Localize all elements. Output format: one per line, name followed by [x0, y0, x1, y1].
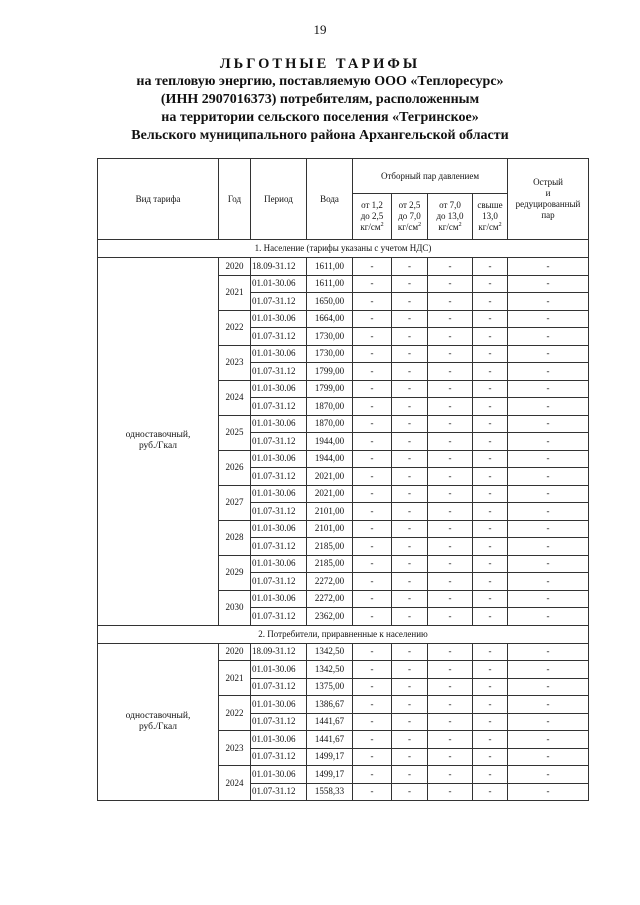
water-tariff-cell: 1611,00 [307, 275, 353, 293]
dash-cell: - [508, 258, 589, 276]
dash-cell: - [473, 748, 508, 766]
period-cell: 01.01-30.06 [251, 555, 307, 573]
water-tariff-cell: 1499,17 [307, 766, 353, 784]
dash-cell: - [392, 503, 428, 521]
period-cell: 01.01-30.06 [251, 731, 307, 749]
table-row [98, 258, 589, 276]
p3-unit: кг/см [438, 222, 459, 232]
dash-cell: - [392, 345, 428, 363]
dash-cell: - [508, 731, 589, 749]
dash-cell: - [353, 748, 392, 766]
year-cell: 2028 [219, 520, 251, 555]
water-tariff-cell: 2272,00 [307, 573, 353, 591]
section-title: 1. Население (тарифы указаны с учетом НДС) [98, 240, 589, 258]
dash-cell: - [473, 363, 508, 381]
year-cell: 2022 [219, 310, 251, 345]
dash-cell: - [353, 766, 392, 784]
dash-cell: - [353, 783, 392, 801]
dash-cell: - [473, 398, 508, 416]
period-cell: 01.07-31.12 [251, 748, 307, 766]
dash-cell: - [353, 468, 392, 486]
water-tariff-cell: 2021,00 [307, 468, 353, 486]
dash-cell: - [428, 555, 473, 573]
dash-cell: - [473, 783, 508, 801]
dash-cell: - [473, 258, 508, 276]
table-header [98, 159, 589, 240]
header-pressure-1 [353, 194, 392, 240]
period-cell: 01.01-30.06 [251, 380, 307, 398]
dash-cell: - [353, 485, 392, 503]
ostryi-line-1: Острый [533, 177, 563, 187]
dash-cell: - [428, 661, 473, 679]
water-tariff-cell: 1944,00 [307, 450, 353, 468]
dash-cell: - [473, 573, 508, 591]
dash-cell: - [353, 310, 392, 328]
water-tariff-cell: 1342,50 [307, 643, 353, 661]
dash-cell: - [473, 503, 508, 521]
water-tariff-cell: 1664,00 [307, 310, 353, 328]
page-number: 19 [313, 22, 327, 37]
header-pressure-4 [473, 194, 508, 240]
water-tariff-cell: 2185,00 [307, 538, 353, 556]
dash-cell: - [428, 380, 473, 398]
dash-cell: - [508, 643, 589, 661]
period-cell: 01.01-30.06 [251, 661, 307, 679]
dash-cell: - [353, 520, 392, 538]
water-tariff-cell: 2021,00 [307, 485, 353, 503]
header-period: Период [251, 159, 307, 240]
period-cell: 01.01-30.06 [251, 345, 307, 363]
period-cell: 18.09-31.12 [251, 643, 307, 661]
period-cell: 01.07-31.12 [251, 328, 307, 346]
year-cell: 2025 [219, 415, 251, 450]
dash-cell: - [428, 731, 473, 749]
dash-cell: - [353, 345, 392, 363]
dash-cell: - [428, 766, 473, 784]
dash-cell: - [508, 363, 589, 381]
dash-cell: - [428, 450, 473, 468]
dash-cell: - [473, 345, 508, 363]
dash-cell: - [508, 293, 589, 311]
dash-cell: - [508, 678, 589, 696]
dash-cell: - [428, 573, 473, 591]
p2-line-3 [394, 222, 425, 233]
dash-cell: - [392, 433, 428, 451]
year-cell: 2029 [219, 555, 251, 590]
dash-cell: - [353, 731, 392, 749]
water-tariff-cell: 1499,17 [307, 748, 353, 766]
dash-cell: - [428, 275, 473, 293]
period-cell: 18.09-31.12 [251, 258, 307, 276]
dash-cell: - [392, 363, 428, 381]
dash-cell: - [353, 573, 392, 591]
dash-cell: - [353, 275, 392, 293]
tariff-table [97, 158, 589, 801]
dash-cell: - [353, 538, 392, 556]
tariff-type-cell [98, 643, 219, 801]
header-ostryi-par [508, 159, 589, 240]
dash-cell: - [392, 328, 428, 346]
dash-cell: - [508, 555, 589, 573]
dash-cell: - [392, 590, 428, 608]
p2-line-1: от 2,5 [398, 200, 421, 210]
water-tariff-cell: 2362,00 [307, 608, 353, 626]
dash-cell: - [508, 608, 589, 626]
header-pressure-3 [428, 194, 473, 240]
dash-cell: - [428, 696, 473, 714]
dash-cell: - [508, 573, 589, 591]
p1-unit-sup: 2 [380, 222, 384, 228]
dash-cell: - [473, 538, 508, 556]
dash-cell: - [353, 380, 392, 398]
water-tariff-cell: 1870,00 [307, 415, 353, 433]
dash-cell: - [508, 696, 589, 714]
period-cell: 01.07-31.12 [251, 573, 307, 591]
dash-cell: - [473, 310, 508, 328]
p1-unit: кг/см [360, 222, 381, 232]
header-vid-tarifa: Вид тарифа [98, 159, 219, 240]
dash-cell: - [473, 731, 508, 749]
water-tariff-cell: 1386,67 [307, 696, 353, 714]
water-tariff-cell: 1441,67 [307, 731, 353, 749]
dash-cell: - [473, 608, 508, 626]
dash-cell: - [392, 573, 428, 591]
p2-unit: кг/см [397, 222, 419, 232]
dash-cell: - [353, 661, 392, 679]
water-tariff-cell: 1730,00 [307, 328, 353, 346]
dash-cell: - [353, 258, 392, 276]
dash-cell: - [428, 345, 473, 363]
period-cell: 01.07-31.12 [251, 468, 307, 486]
dash-cell: - [473, 433, 508, 451]
title-line-3: (ИНН 2907016373) потребителям, расположенным [160, 92, 480, 107]
period-cell: 01.07-31.12 [251, 398, 307, 416]
ostryi-line-3: редуцированный [515, 199, 581, 209]
dash-cell: - [508, 766, 589, 784]
dash-cell: - [428, 503, 473, 521]
section-row [98, 240, 589, 258]
p4-unit-sup: 2 [498, 222, 502, 228]
dash-cell: - [353, 713, 392, 731]
dash-cell: - [508, 590, 589, 608]
year-cell: 2024 [219, 766, 251, 801]
section-row [98, 625, 589, 643]
dash-cell: - [508, 398, 589, 416]
tariff-type-line-1: одноставочный, [125, 430, 191, 441]
water-tariff-cell: 1730,00 [307, 345, 353, 363]
dash-cell: - [392, 555, 428, 573]
dash-cell: - [473, 380, 508, 398]
period-cell: 01.07-31.12 [251, 363, 307, 381]
water-tariff-cell: 1799,00 [307, 363, 353, 381]
p2-line-2: до 7,0 [398, 211, 421, 221]
p2-unit-sup: 2 [418, 222, 422, 228]
dash-cell: - [353, 503, 392, 521]
dash-cell: - [508, 520, 589, 538]
dash-cell: - [428, 608, 473, 626]
dash-cell: - [473, 415, 508, 433]
dash-cell: - [428, 258, 473, 276]
p3-unit-sup: 2 [458, 222, 462, 228]
title-line-4: на территории сельского поселения «Тегринское» [161, 110, 479, 125]
dash-cell: - [392, 608, 428, 626]
water-tariff-cell: 2185,00 [307, 555, 353, 573]
dash-cell: - [428, 468, 473, 486]
dash-cell: - [353, 363, 392, 381]
dash-cell: - [508, 713, 589, 731]
period-cell: 01.07-31.12 [251, 503, 307, 521]
dash-cell: - [392, 731, 428, 749]
year-cell: 2021 [219, 661, 251, 696]
ostryi-line-4: пар [541, 210, 555, 220]
tariff-type-line-1: одноставочный, [125, 710, 191, 721]
period-cell: 01.01-30.06 [251, 310, 307, 328]
dash-cell: - [508, 328, 589, 346]
dash-cell: - [473, 275, 508, 293]
tariff-type-cell [98, 258, 219, 626]
dash-cell: - [392, 538, 428, 556]
year-cell: 2030 [219, 590, 251, 625]
water-tariff-cell: 2101,00 [307, 503, 353, 521]
dash-cell: - [392, 643, 428, 661]
dash-cell: - [392, 415, 428, 433]
dash-cell: - [353, 450, 392, 468]
dash-cell: - [428, 783, 473, 801]
year-cell: 2023 [219, 731, 251, 766]
year-cell: 2021 [219, 275, 251, 310]
tariff-type-line-2: руб./Гкал [138, 441, 178, 452]
dash-cell: - [392, 661, 428, 679]
year-cell: 2023 [219, 345, 251, 380]
dash-cell: - [392, 783, 428, 801]
dash-cell: - [508, 485, 589, 503]
title-line-1: ЛЬГОТНЫЕ ТАРИФЫ [219, 56, 421, 72]
tariff-type-line-2: руб./Гкал [138, 721, 178, 732]
dash-cell: - [392, 398, 428, 416]
header-otbornyi-par: Отборный пар давлением [353, 159, 508, 194]
dash-cell: - [428, 713, 473, 731]
dash-cell: - [473, 590, 508, 608]
dash-cell: - [508, 661, 589, 679]
dash-cell: - [353, 678, 392, 696]
year-cell: 2020 [219, 258, 251, 276]
period-cell: 01.07-31.12 [251, 678, 307, 696]
table-body [98, 240, 589, 801]
p1-line-3 [355, 222, 389, 233]
dash-cell: - [428, 520, 473, 538]
header-voda: Вода [307, 159, 353, 240]
year-cell: 2027 [219, 485, 251, 520]
p4-unit: кг/см [478, 222, 499, 232]
dash-cell: - [473, 713, 508, 731]
document-title [0, 55, 640, 145]
dash-cell: - [353, 555, 392, 573]
dash-cell: - [428, 398, 473, 416]
dash-cell: - [428, 643, 473, 661]
dash-cell: - [392, 275, 428, 293]
dash-cell: - [428, 678, 473, 696]
p4-line-1: свыше [477, 200, 503, 210]
dash-cell: - [508, 503, 589, 521]
dash-cell: - [392, 485, 428, 503]
period-cell: 01.07-31.12 [251, 713, 307, 731]
dash-cell: - [353, 590, 392, 608]
dash-cell: - [428, 433, 473, 451]
title-line-2: на тепловую энергию, поставляемую ООО «Теплоресурс» [136, 74, 504, 89]
dash-cell: - [473, 643, 508, 661]
water-tariff-cell: 1650,00 [307, 293, 353, 311]
dash-cell: - [392, 713, 428, 731]
dash-cell: - [508, 748, 589, 766]
dash-cell: - [353, 643, 392, 661]
table-row [98, 643, 589, 661]
period-cell: 01.01-30.06 [251, 275, 307, 293]
p4-line-3 [475, 222, 505, 233]
year-cell: 2020 [219, 643, 251, 661]
dash-cell: - [428, 748, 473, 766]
dash-cell: - [353, 608, 392, 626]
dash-cell: - [473, 485, 508, 503]
dash-cell: - [392, 766, 428, 784]
period-cell: 01.01-30.06 [251, 590, 307, 608]
dash-cell: - [508, 433, 589, 451]
period-cell: 01.07-31.12 [251, 293, 307, 311]
period-cell: 01.07-31.12 [251, 608, 307, 626]
dash-cell: - [508, 345, 589, 363]
dash-cell: - [508, 538, 589, 556]
dash-cell: - [428, 363, 473, 381]
dash-cell: - [473, 520, 508, 538]
dash-cell: - [392, 258, 428, 276]
water-tariff-cell: 1558,33 [307, 783, 353, 801]
period-cell: 01.01-30.06 [251, 766, 307, 784]
year-cell: 2024 [219, 380, 251, 415]
dash-cell: - [428, 328, 473, 346]
dash-cell: - [353, 328, 392, 346]
period-cell: 01.01-30.06 [251, 520, 307, 538]
water-tariff-cell: 1342,50 [307, 661, 353, 679]
water-tariff-cell: 1944,00 [307, 433, 353, 451]
period-cell: 01.01-30.06 [251, 415, 307, 433]
dash-cell: - [392, 748, 428, 766]
water-tariff-cell: 1375,00 [307, 678, 353, 696]
dash-cell: - [428, 590, 473, 608]
dash-cell: - [473, 661, 508, 679]
year-cell: 2022 [219, 696, 251, 731]
dash-cell: - [392, 696, 428, 714]
period-cell: 01.01-30.06 [251, 696, 307, 714]
section-title: 2. Потребители, приравненные к населению [98, 625, 589, 643]
dash-cell: - [392, 520, 428, 538]
dash-cell: - [508, 450, 589, 468]
period-cell: 01.07-31.12 [251, 433, 307, 451]
dash-cell: - [392, 310, 428, 328]
dash-cell: - [392, 450, 428, 468]
title-line-5: Вельского муниципального района Архангельской области [131, 128, 509, 143]
header-god: Год [219, 159, 251, 240]
dash-cell: - [473, 293, 508, 311]
dash-cell: - [473, 328, 508, 346]
dash-cell: - [508, 783, 589, 801]
dash-cell: - [353, 398, 392, 416]
water-tariff-cell: 1799,00 [307, 380, 353, 398]
dash-cell: - [508, 310, 589, 328]
ostryi-line-2: и [545, 188, 551, 198]
p1-line-1: от 1,2 [361, 200, 383, 210]
dash-cell: - [392, 293, 428, 311]
period-cell: 01.01-30.06 [251, 485, 307, 503]
period-cell: 01.07-31.12 [251, 538, 307, 556]
period-cell: 01.07-31.12 [251, 783, 307, 801]
dash-cell: - [473, 766, 508, 784]
water-tariff-cell: 1441,67 [307, 713, 353, 731]
p3-line-2: до 13,0 [436, 211, 464, 221]
period-cell: 01.01-30.06 [251, 450, 307, 468]
header-pressure-2 [392, 194, 428, 240]
dash-cell: - [428, 485, 473, 503]
dash-cell: - [428, 293, 473, 311]
dash-cell: - [392, 678, 428, 696]
water-tariff-cell: 1870,00 [307, 398, 353, 416]
dash-cell: - [428, 310, 473, 328]
dash-cell: - [473, 450, 508, 468]
dash-cell: - [508, 275, 589, 293]
dash-cell: - [508, 468, 589, 486]
dash-cell: - [473, 696, 508, 714]
dash-cell: - [392, 380, 428, 398]
dash-cell: - [473, 468, 508, 486]
dash-cell: - [508, 380, 589, 398]
p3-line-1: от 7,0 [439, 200, 461, 210]
dash-cell: - [353, 696, 392, 714]
year-cell: 2026 [219, 450, 251, 485]
dash-cell: - [473, 678, 508, 696]
p3-line-3 [430, 222, 470, 233]
water-tariff-cell: 2272,00 [307, 590, 353, 608]
dash-cell: - [392, 468, 428, 486]
water-tariff-cell: 1611,00 [307, 258, 353, 276]
dash-cell: - [353, 415, 392, 433]
dash-cell: - [508, 415, 589, 433]
dash-cell: - [428, 415, 473, 433]
dash-cell: - [473, 555, 508, 573]
dash-cell: - [428, 538, 473, 556]
dash-cell: - [353, 433, 392, 451]
p4-line-2: 13,0 [482, 211, 498, 221]
p1-line-2: до 2,5 [360, 211, 384, 221]
dash-cell: - [353, 293, 392, 311]
water-tariff-cell: 2101,00 [307, 520, 353, 538]
